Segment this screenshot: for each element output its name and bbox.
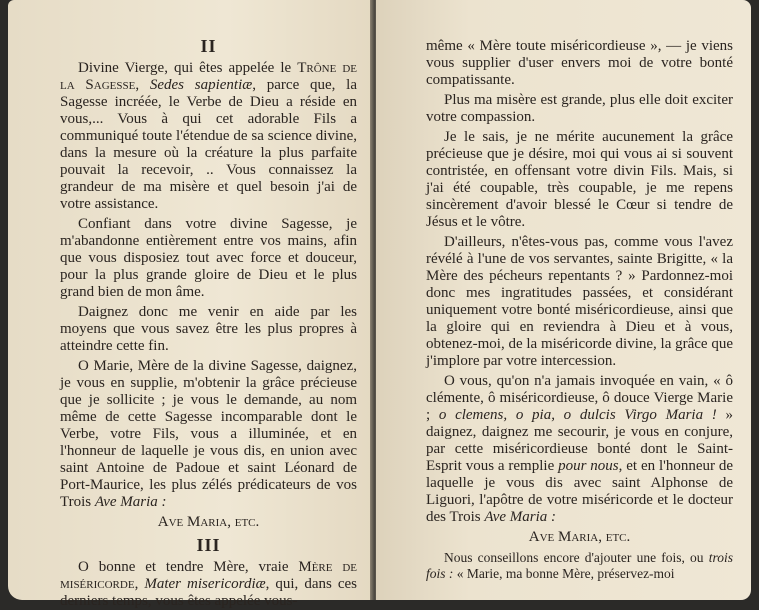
latin-title: Mater misericordiæ (144, 576, 266, 592)
right-paragraph-1: même « Mère toute miséricordieuse », — je viens vous supplier d'user envers moi de votre bonté compatissante. (426, 38, 733, 88)
text-run: , (134, 576, 145, 592)
left-page (8, 0, 373, 609)
italic-trois-fois: trois fois : (426, 550, 733, 581)
closing-note (426, 550, 733, 582)
italic-pour-nous: pour nous (558, 458, 619, 474)
text-run: , et en l'honneur de laquelle je vous dis avec saint Alphonse de Liguori, l'apôtre de votre miséricorde et le docteur des Trois (426, 458, 733, 525)
ave-maria-line: Ave Maria, etc. (528, 529, 631, 545)
text-run: , parce que, la Sagesse incréée, le Verbe de Dieu a réside en vous,... Vous à qui cet adorable Fils a communiqué toute l'étendue de sa science divine, dans la mesure où la créature la plus parfaite pouvait la recevoir, .. Vous connaissez la grandeur de ma misère et quel besoin j'ai de votre assistance. (60, 77, 357, 212)
left-paragraph-1 (60, 60, 357, 213)
right-page (376, 0, 751, 600)
text-run: O bonne et tendre Mère, vraie (78, 559, 299, 575)
ave-maria-italic: Ave Maria : (94, 494, 167, 510)
left-paragraph-4 (60, 358, 357, 511)
section-numeral-iii: III (196, 535, 221, 555)
text-run: Nous conseillons encore d'ajouter une fois, ou (444, 550, 709, 565)
left-paragraph-5 (60, 559, 357, 610)
text-run: » daignez, daignez me secourir, je vous en conjure, par cette miséricordieuse bonté dont le Saint-Esprit vous a remplie (426, 407, 733, 474)
text-run: O vous, qu'on n'a jamais invoquée en vain, « ô clémente, ô miséricordieuse, ô douce Vierge Marie ; (426, 373, 733, 423)
title-mere-misericorde: Mère de miséricorde (60, 559, 357, 592)
ave-maria-italic: Ave Maria : (484, 509, 557, 525)
text-run: « Marie, ma bonne Mère, préservez-moi (453, 566, 675, 581)
text-run: , (135, 77, 150, 93)
right-paragraph-2: Plus ma misère est grande, plus elle doit exciter votre compassion. (426, 92, 733, 125)
title-throne: Trône de la Sagesse (60, 60, 357, 93)
section-numeral-ii: II (200, 36, 217, 56)
ave-maria-line: Ave Maria, etc. (157, 514, 260, 530)
right-paragraph-5 (426, 373, 733, 526)
latin-title: Sedes sapientiæ (149, 77, 253, 93)
right-paragraph-3: Je le sais, je ne mérite aucunement la grâce précieuse que je désire, moi qui vous ai si souvent contristée, en offensant votre divin Fils. Mais, si j'ai été coupable, très coupable, je me repens sincèrement d'avoir blessé le Cœur si tendre de Jésus et le vôtre. (426, 129, 733, 230)
latin-invocation: o clemens, o pia, o dulcis Virgo Maria ! (438, 407, 717, 423)
left-paragraph-2: Confiant dans votre divine Sagesse, je m'abandonne entièrement entre vos mains, afin que vous disposiez tout avec force et douceur, pour la plus grande gloire de Dieu et le plus grand bien de mon âme. (60, 216, 357, 300)
text-run: Divine Vierge, qui êtes appelée le (78, 60, 298, 76)
text-run: O Marie, Mère de la divine Sagesse, daignez, je vous en supplie, m'obtenir la grâce précieuse que je sollicite ; je vous le demande, au nom même de cette Sagesse incomparable dont le Verbe, votre Fils, vous a illuminée, et en l'honneur de laquelle je vous dis, en union avec saint Antoine de Padoue et saint Léonard de Port-Maurice, les plus zélés prédicateurs de vos Trois (60, 358, 357, 510)
right-paragraph-4: D'ailleurs, n'êtes-vous pas, comme vous l'avez révélé à l'une de vos servantes, sainte Brigitte, « la Mère des pécheurs repentants ? » Pardonnez-moi donc mes ingratitudes passées, et considérant uniquement votre bonté miséricordieuse, ainsi que la gloire qui en reviendra à Dieu et à vous, obtenez-moi, de la miséricorde divine, la grâce que j'implore par votre intercession. (426, 234, 733, 369)
left-paragraph-3: Daignez donc me venir en aide par les moyens que vous savez être les plus propres à atteindre cette fin. (60, 304, 357, 354)
text-run: , qui, dans ces derniers temps, vous êtes appelée vous- (60, 576, 357, 609)
